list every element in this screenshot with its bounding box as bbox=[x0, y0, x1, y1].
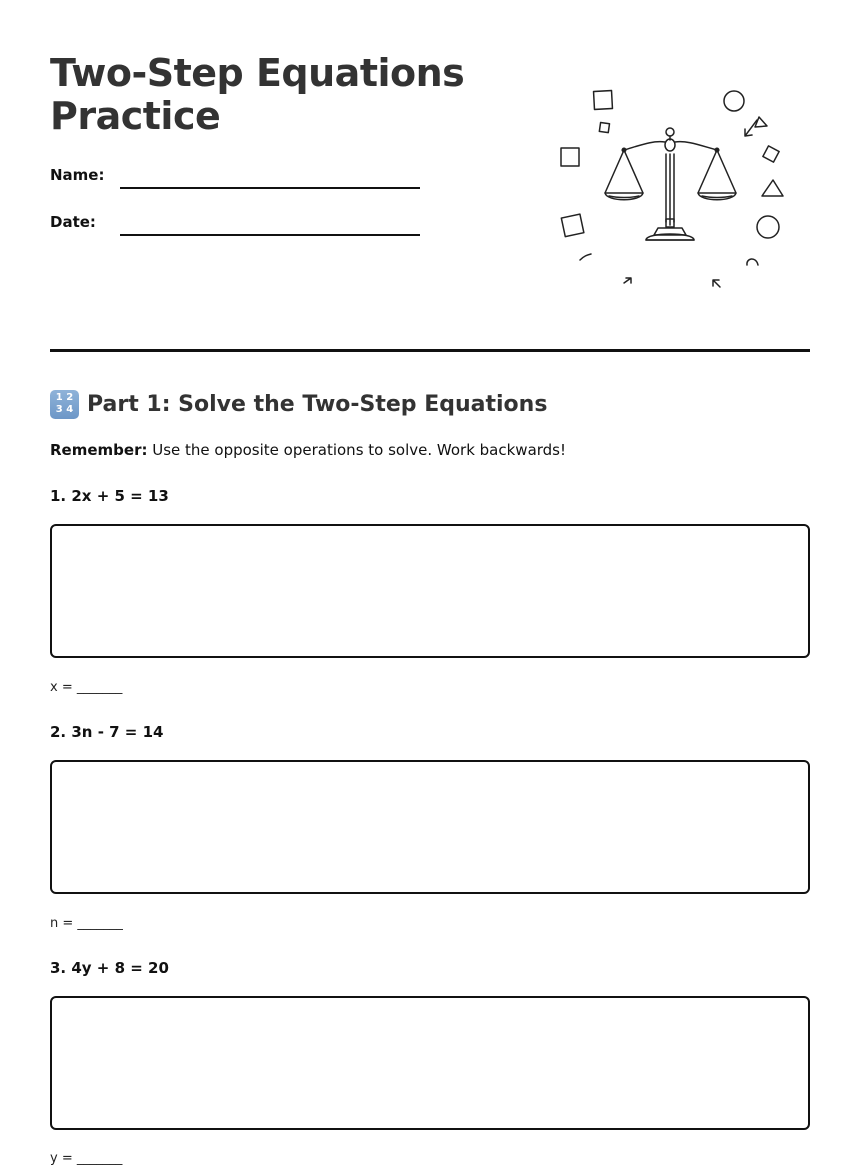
date-label: Date: bbox=[50, 213, 96, 231]
name-field[interactable] bbox=[120, 187, 420, 189]
section-heading-text: Part 1: Solve the Two-Step Equations bbox=[87, 391, 548, 417]
square-shape-icon bbox=[561, 214, 584, 237]
answer-line[interactable]: x = _______ bbox=[50, 680, 123, 695]
work-area[interactable] bbox=[50, 524, 810, 658]
name-label: Name: bbox=[50, 166, 105, 184]
arrow-icon bbox=[713, 280, 720, 287]
reminder-body: Use the opposite operations to solve. Work backwards! bbox=[147, 441, 567, 459]
arrow-icon bbox=[624, 278, 631, 283]
icon-digit: 2 bbox=[66, 392, 74, 404]
problem-label: 2. 3n - 7 = 14 bbox=[50, 723, 164, 741]
diamond-shape-icon bbox=[763, 146, 779, 162]
date-field[interactable] bbox=[120, 234, 420, 236]
circle-shape-icon bbox=[724, 91, 744, 111]
work-area[interactable] bbox=[50, 760, 810, 894]
square-shape-icon bbox=[594, 91, 613, 110]
section-divider bbox=[50, 349, 810, 352]
work-area[interactable] bbox=[50, 996, 810, 1130]
reminder-lead: Remember: bbox=[50, 441, 148, 459]
arrow-icon bbox=[745, 120, 757, 136]
input-numbers-icon bbox=[50, 390, 79, 419]
loop-icon bbox=[747, 259, 758, 265]
circle-shape-icon bbox=[757, 216, 779, 238]
icon-digit: 4 bbox=[66, 403, 74, 415]
squiggle-icon bbox=[580, 254, 591, 260]
problem-label: 3. 4y + 8 = 20 bbox=[50, 959, 169, 977]
icon-digit: 3 bbox=[55, 403, 63, 415]
answer-line[interactable]: y = _______ bbox=[50, 1151, 123, 1166]
triangle-shape-icon bbox=[762, 180, 783, 196]
reminder-text bbox=[50, 441, 566, 459]
small-square-shape-icon bbox=[599, 122, 609, 132]
problem-label: 1. 2x + 5 = 13 bbox=[50, 487, 169, 505]
square-shape-icon bbox=[561, 148, 579, 166]
icon-digit: 1 bbox=[55, 392, 63, 404]
answer-line[interactable]: n = _______ bbox=[50, 916, 123, 931]
page-title: Two-Step Equations Practice bbox=[50, 51, 465, 138]
triangle-shape-icon bbox=[755, 117, 767, 127]
section-heading bbox=[50, 387, 547, 421]
balance-scale-illustration bbox=[550, 80, 800, 295]
